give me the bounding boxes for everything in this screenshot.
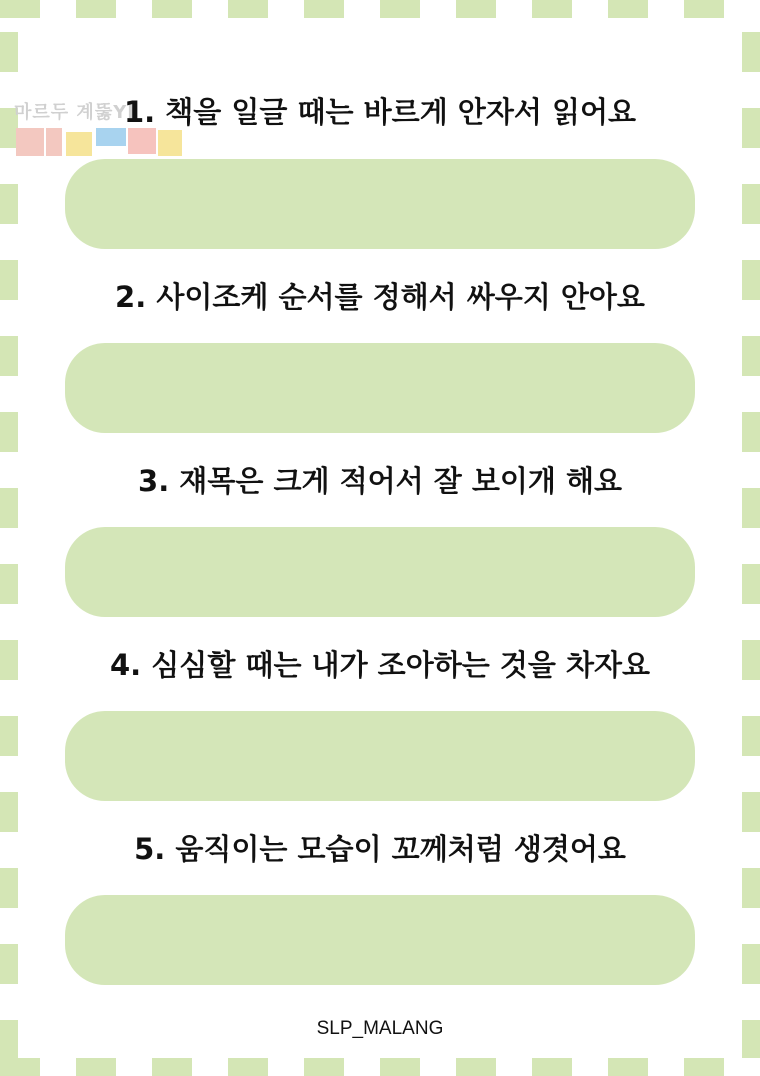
frame-dash — [608, 0, 648, 18]
frame-dash — [742, 32, 760, 72]
frame-dash — [742, 412, 760, 452]
frame-dash — [0, 868, 18, 908]
logo-block-2 — [46, 128, 62, 156]
question-text-1: 1. 책을 일글 때는 바르게 안자서 읽어요 — [124, 95, 636, 129]
frame-dash — [456, 0, 496, 18]
answer-box-2[interactable] — [65, 343, 695, 433]
frame-dash — [380, 1058, 420, 1076]
frame-dash — [608, 1058, 648, 1076]
logo-block-3 — [66, 132, 92, 156]
frame-dash — [304, 1058, 344, 1076]
frame-dash — [0, 0, 40, 18]
answer-box-5[interactable] — [65, 895, 695, 985]
frame-dash — [0, 1058, 40, 1076]
frame-dash — [456, 1058, 496, 1076]
frame-dash — [228, 0, 268, 18]
frame-dash — [76, 0, 116, 18]
frame-dash — [0, 564, 18, 604]
question-text-2: 2. 사이조케 순서를 정해서 싸우지 안아요 — [115, 280, 645, 314]
frame-dash — [684, 1058, 724, 1076]
frame-dash — [304, 0, 344, 18]
question-text-5: 5. 움직이는 모습이 꼬께처럼 생겻어요 — [134, 832, 626, 866]
question-text-4: 4. 심심할 때는 내가 조아하는 것을 차자요 — [110, 648, 650, 682]
frame-dash — [742, 336, 760, 376]
frame-dash — [532, 1058, 572, 1076]
logo-text: 마르두 계뚫YI — [14, 102, 135, 123]
frame-dash — [0, 792, 18, 832]
frame-dash — [380, 0, 420, 18]
logo-block-6 — [158, 130, 182, 156]
frame-dash — [742, 716, 760, 756]
frame-dash — [76, 1058, 116, 1076]
frame-dash — [742, 792, 760, 832]
frame-dash — [0, 944, 18, 984]
frame-dash — [152, 0, 192, 18]
answer-box-3[interactable] — [65, 527, 695, 617]
answer-box-1[interactable] — [65, 159, 695, 249]
frame-dash — [532, 0, 572, 18]
frame-dash — [742, 944, 760, 984]
question-text-3: 3. 쟤목은 크게 적어서 잘 보이개 해요 — [138, 464, 622, 498]
frame-dash — [684, 0, 724, 18]
frame-dash — [742, 564, 760, 604]
frame-dash — [742, 868, 760, 908]
answer-box-4[interactable] — [65, 711, 695, 801]
frame-dash — [228, 1058, 268, 1076]
frame-dash — [0, 336, 18, 376]
logo-block-1 — [16, 128, 44, 156]
frame-dash — [0, 716, 18, 756]
frame-dash — [0, 412, 18, 452]
frame-dash — [0, 184, 18, 224]
frame-dash — [152, 1058, 192, 1076]
frame-dash — [0, 32, 18, 72]
footer-credit: SLP_MALANG — [316, 1018, 444, 1039]
frame-dash — [742, 184, 760, 224]
